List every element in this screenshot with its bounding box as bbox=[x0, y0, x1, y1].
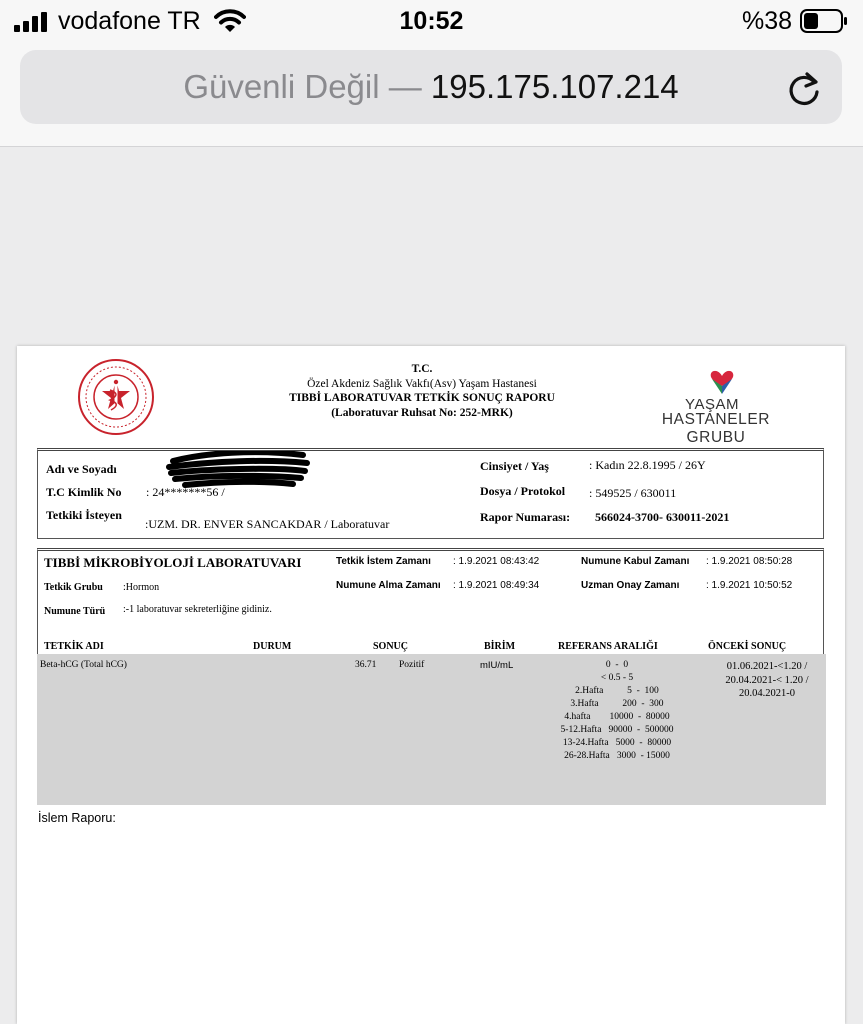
previous-results bbox=[697, 660, 837, 701]
host-address: 195.175.107.214 bbox=[430, 68, 679, 105]
previous-result-3: 20.04.2021-0 bbox=[739, 688, 795, 699]
column-header-result: SONUÇ bbox=[373, 641, 409, 652]
results-table bbox=[37, 654, 826, 805]
tc-id-label: T.C Kimlik No bbox=[46, 485, 122, 499]
gender-age-label: Cinsiyet / Yaş bbox=[480, 459, 549, 473]
accept-time-value: : 1.9.2021 08:50:28 bbox=[706, 556, 793, 567]
carrier-name: vodafone TR bbox=[58, 7, 201, 35]
requester-value: :UZM. DR. ENVER SANCAKDAR / Laboratuvar bbox=[145, 517, 390, 531]
reload-icon[interactable] bbox=[786, 70, 822, 108]
license-number: (Laboratuvar Ruhsat No: 252-MRK) bbox=[331, 406, 513, 419]
heart-logo-icon bbox=[708, 366, 736, 396]
patient-name-label: Adı ve Soyadı bbox=[46, 462, 117, 476]
report-title: TIBBİ LABORATUVAR TETKİK SONUÇ RAPORU bbox=[289, 392, 555, 404]
tc-id-value: : 24*******56 / bbox=[146, 485, 225, 499]
logo-text-group: HASTANELER GRUBU bbox=[661, 411, 771, 446]
sample-type-value: :-1 laboratuvar sekreterliğine gidiniz. bbox=[123, 604, 272, 615]
status-bar bbox=[0, 0, 863, 46]
request-time-value: : 1.9.2021 08:43:42 bbox=[453, 556, 540, 567]
column-header-unit: BİRİM bbox=[484, 641, 516, 652]
request-time-label: Tetkik İstem Zamanı bbox=[336, 556, 431, 567]
address-bar[interactable] bbox=[20, 50, 842, 124]
lab-report-document bbox=[17, 346, 845, 1024]
result-value: 36.71 bbox=[355, 660, 377, 670]
security-label: Güvenli Değil bbox=[183, 68, 380, 105]
result-flag: Pozitif bbox=[399, 660, 425, 670]
clock: 10:52 bbox=[399, 7, 464, 35]
address-separator: — bbox=[379, 68, 431, 105]
test-group-label: Tetkik Grubu bbox=[44, 582, 103, 593]
file-protocol-value: : 549525 / 630011 bbox=[589, 486, 677, 500]
ministry-of-health-emblem bbox=[77, 358, 155, 436]
report-title-block bbox=[237, 362, 607, 420]
hospital-name: Özel Akdeniz Sağlık Vakfı(Asv) Yaşam Hastanesi bbox=[307, 377, 537, 390]
report-number-label: Rapor Numarası: bbox=[480, 510, 571, 524]
accept-time-label: Numune Kabul Zamanı bbox=[581, 556, 690, 567]
previous-result-1: 01.06.2021-<1.20 / bbox=[726, 661, 808, 672]
reference-ranges: 0 - 0 < 0.5 - 5 2.Hafta 5 - 100 3.Hafta 200 - 300 4.hafta 10000 - 80000 5-12.Hafta 90000 - 500000 13-24.Hafta 5000 - 80000 26-28.Hafta 3000 - 15000 bbox=[560, 660, 674, 761]
result-test-name: Beta-hCG (Total hCG) bbox=[40, 660, 127, 670]
laboratory-title: TIBBİ MİKROBİYOLOJİ LABORATUVARI bbox=[44, 555, 302, 570]
sample-time-label: Numune Alma Zamanı bbox=[336, 580, 441, 591]
hospital-group-logo bbox=[632, 366, 812, 446]
redaction-scribble bbox=[165, 451, 310, 489]
approval-time-label: Uzman Onay Zamanı bbox=[581, 580, 680, 591]
battery-icon bbox=[800, 9, 848, 33]
report-header bbox=[17, 346, 845, 446]
laboratory-info-box bbox=[37, 548, 824, 656]
browser-toolbar bbox=[0, 46, 863, 147]
previous-result-2: 20.04.2021-< 1.20 / bbox=[725, 674, 809, 686]
header-line-tc: T.C. bbox=[411, 363, 433, 375]
column-header-status: DURUM bbox=[253, 641, 292, 652]
battery-percentage: %38 bbox=[742, 7, 793, 35]
sample-time-value: : 1.9.2021 08:49:34 bbox=[453, 580, 540, 591]
requester-label: Tetkiki İsteyen bbox=[46, 508, 122, 522]
file-protocol-label: Dosya / Protokol bbox=[480, 484, 566, 498]
gender-age-value: : Kadın 22.8.1995 / 26Y bbox=[589, 458, 706, 472]
column-header-reference: REFERANS ARALIĞI bbox=[558, 641, 658, 652]
column-header-previous: ÖNCEKİ SONUÇ bbox=[708, 641, 787, 652]
sample-type-label: Numune Türü bbox=[44, 606, 106, 617]
logo-text-yasam: YAŞAM bbox=[685, 396, 739, 413]
result-unit: mIU/mL bbox=[480, 660, 514, 671]
approval-time-value: : 1.9.2021 10:50:52 bbox=[706, 580, 793, 591]
column-header-test: TETKİK ADI bbox=[44, 641, 104, 652]
report-number-value: 566024-3700- 630011-2021 bbox=[595, 510, 730, 524]
process-report-label: İslem Raporu: bbox=[38, 811, 116, 825]
patient-info-box bbox=[37, 448, 824, 539]
test-group-value: :Hormon bbox=[123, 582, 160, 593]
address-text[interactable] bbox=[20, 68, 842, 106]
